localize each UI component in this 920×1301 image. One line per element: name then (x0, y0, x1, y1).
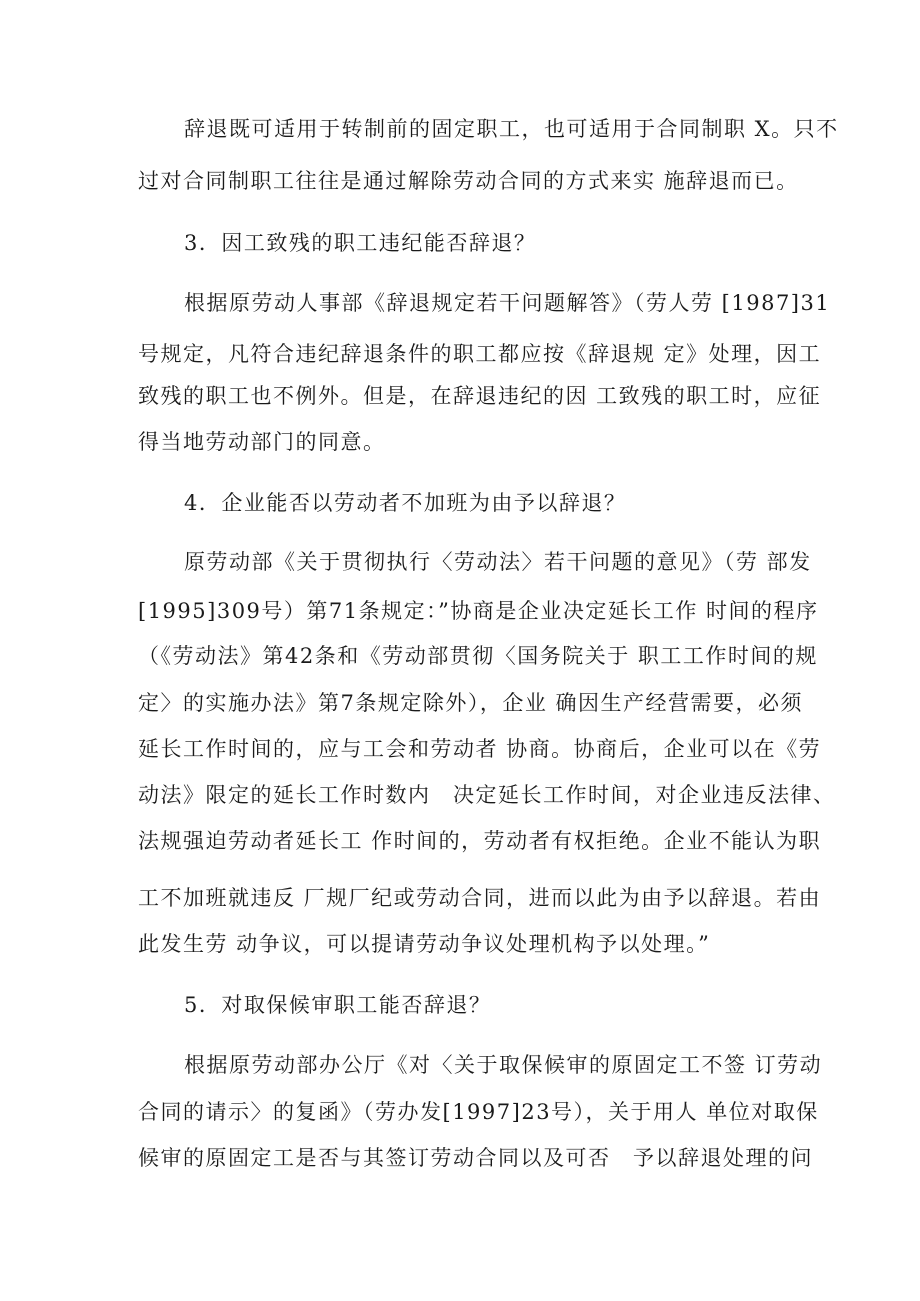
paragraph-line: 定〉的实施办法》第7条规定除外），企业 确因生产经营需要，必须 (138, 691, 804, 715)
paragraph-line: 法规强迫劳动者延长工 作时间的，劳动者有权拒绝。企业不能认为职 (138, 829, 822, 853)
paragraph-line: 延长工作时间的，应与工会和劳动者 协商。协商后，企业可以在《劳 (138, 737, 822, 761)
paragraph-line: 动法》限定的延长工作时数内 决定延长工作时间，对企业违反法律、 (138, 783, 836, 807)
section-heading: 3．因工致残的职工违纪能否辞退？ (184, 231, 537, 255)
section-heading: 4．企业能否以劳动者不加班为由予以辞退？ (184, 491, 627, 515)
paragraph-line: 根据原劳动部办公厅《对〈关于取保候审的原固定工不签 订劳动 (184, 1053, 823, 1077)
paragraph-line: 号规定，凡符合违纪辞退条件的职工都应按《辞退规 定》处理，因工 (138, 342, 822, 366)
paragraph-line: 根据原劳动人事部《辞退规定若干问题解答》（劳人劳 [1987]31 (184, 291, 831, 315)
paragraph-line: [1995]309号）第71条规定：”协商是企业决定延长工作 时间的程序 (138, 599, 819, 623)
paragraph-line: 合同的请示〉的复函》（劳办发[1997]23号），关于用人 单位对取保 (138, 1100, 819, 1124)
paragraph-line: （《劳动法》第42条和《劳动部贯彻〈国务院关于 职工工作时间的规 (138, 644, 818, 668)
section-heading: 5．对取保候审职工能否辞退？ (184, 993, 492, 1017)
paragraph-line: 过对合同制职工往往是通过解除劳动合同的方式来实 施辞退而已。 (138, 169, 799, 193)
paragraph-line: 原劳动部《关于贯彻执行〈劳动法〉若干问题的意见》（劳 部发 (184, 550, 812, 574)
paragraph-line: 辞退既可适用于转制前的固定职工，也可适用于合同制职 X。只不 (184, 117, 839, 141)
paragraph-line: 致残的职工也不例外。但是，在辞退违纪的因 工致残的职工时，应征 (138, 384, 822, 408)
paragraph-line: 工不加班就违反 厂规厂纪或劳动合同，进而以此为由予以辞退。若由 (138, 886, 822, 910)
paragraph-line: 候审的原固定工是否与其签订劳动合同以及可否 予以辞退处理的问 (138, 1146, 813, 1170)
paragraph-line: 得当地劳动部门的同意。 (138, 430, 386, 454)
paragraph-line: 此发生劳 动争议，可以提请劳动争议处理机构予以处理。” (138, 932, 711, 956)
